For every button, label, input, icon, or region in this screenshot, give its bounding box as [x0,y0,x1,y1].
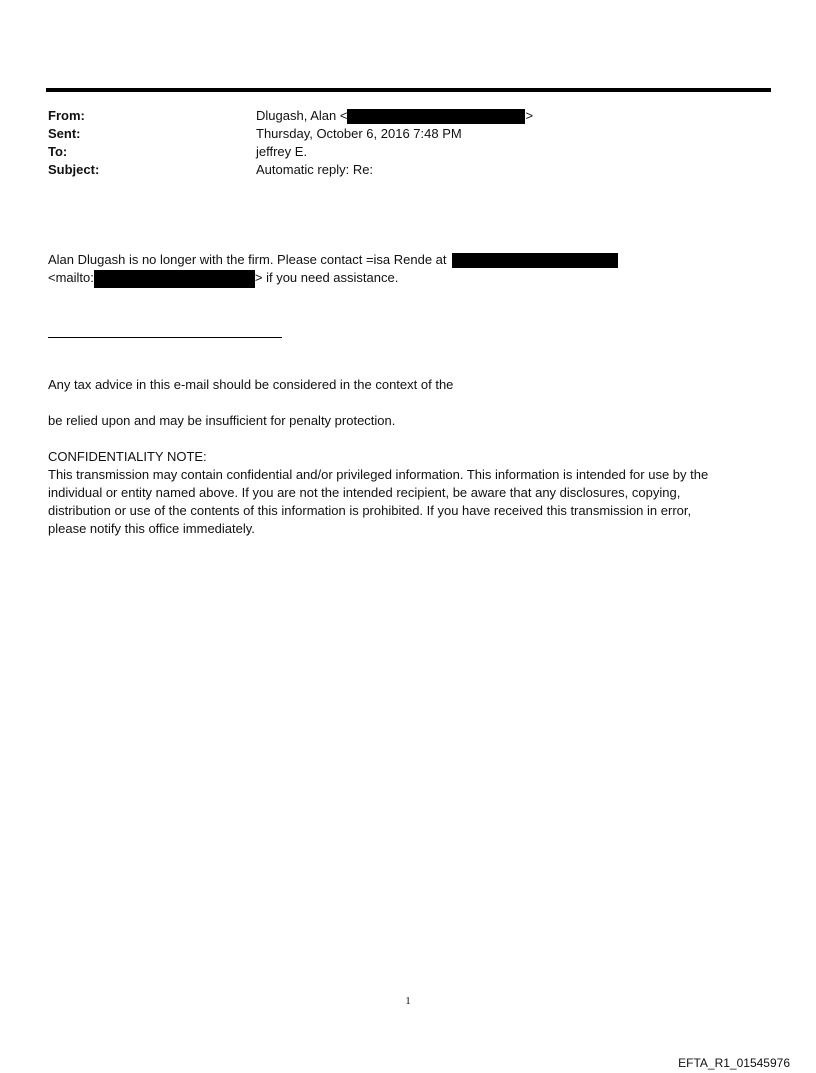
to-label: To: [48,144,68,159]
confidentiality-line: individual or entity named above. If you are not the intended recipient, be aware that any disclosures, copying, [48,485,681,500]
from-label: From: [48,108,85,123]
mailto-prefix: <mailto: [48,270,94,285]
page-number: 1 [405,995,411,1007]
redaction-box [94,270,255,288]
sent-label: Sent: [48,126,81,141]
redaction-box [452,253,618,268]
confidentiality-note [48,448,768,538]
body-line-2-text: > if you need assistance. [254,270,399,285]
from-name: Dlugash, Alan < [256,108,348,123]
sent-value: Thursday, October 6, 2016 7:48 PM [256,126,462,141]
body-line-2 [48,269,398,288]
tax-advice-line-2: be relied upon and may be insufficient for penalty protection. [48,413,396,428]
body-line-1-text: Alan Dlugash is no longer with the firm. Please contact =isa Rende at [48,252,447,267]
from-suffix: > [525,108,534,123]
confidentiality-line: please notify this office immediately. [48,521,255,536]
subject-value: Automatic reply: Re: [256,162,374,177]
from-value [256,107,533,125]
confidentiality-line: This transmission may contain confidential and/or privileged information. This information is intended for use by the [48,467,709,482]
body-line-1 [48,251,618,269]
signature-divider [48,337,282,338]
header-top-rule [46,88,771,92]
redaction-box [347,109,525,124]
confidentiality-title: CONFIDENTIALITY NOTE: [48,449,207,464]
document-id: EFTA_R1_01545976 [678,1056,790,1070]
subject-label: Subject: [48,162,100,177]
confidentiality-line: distribution or use of the contents of this information is prohibited. If you have received this transmission in error, [48,503,692,518]
to-value: jeffrey E. [256,144,308,159]
tax-advice-line-1: Any tax advice in this e-mail should be considered in the context of the [48,377,454,392]
